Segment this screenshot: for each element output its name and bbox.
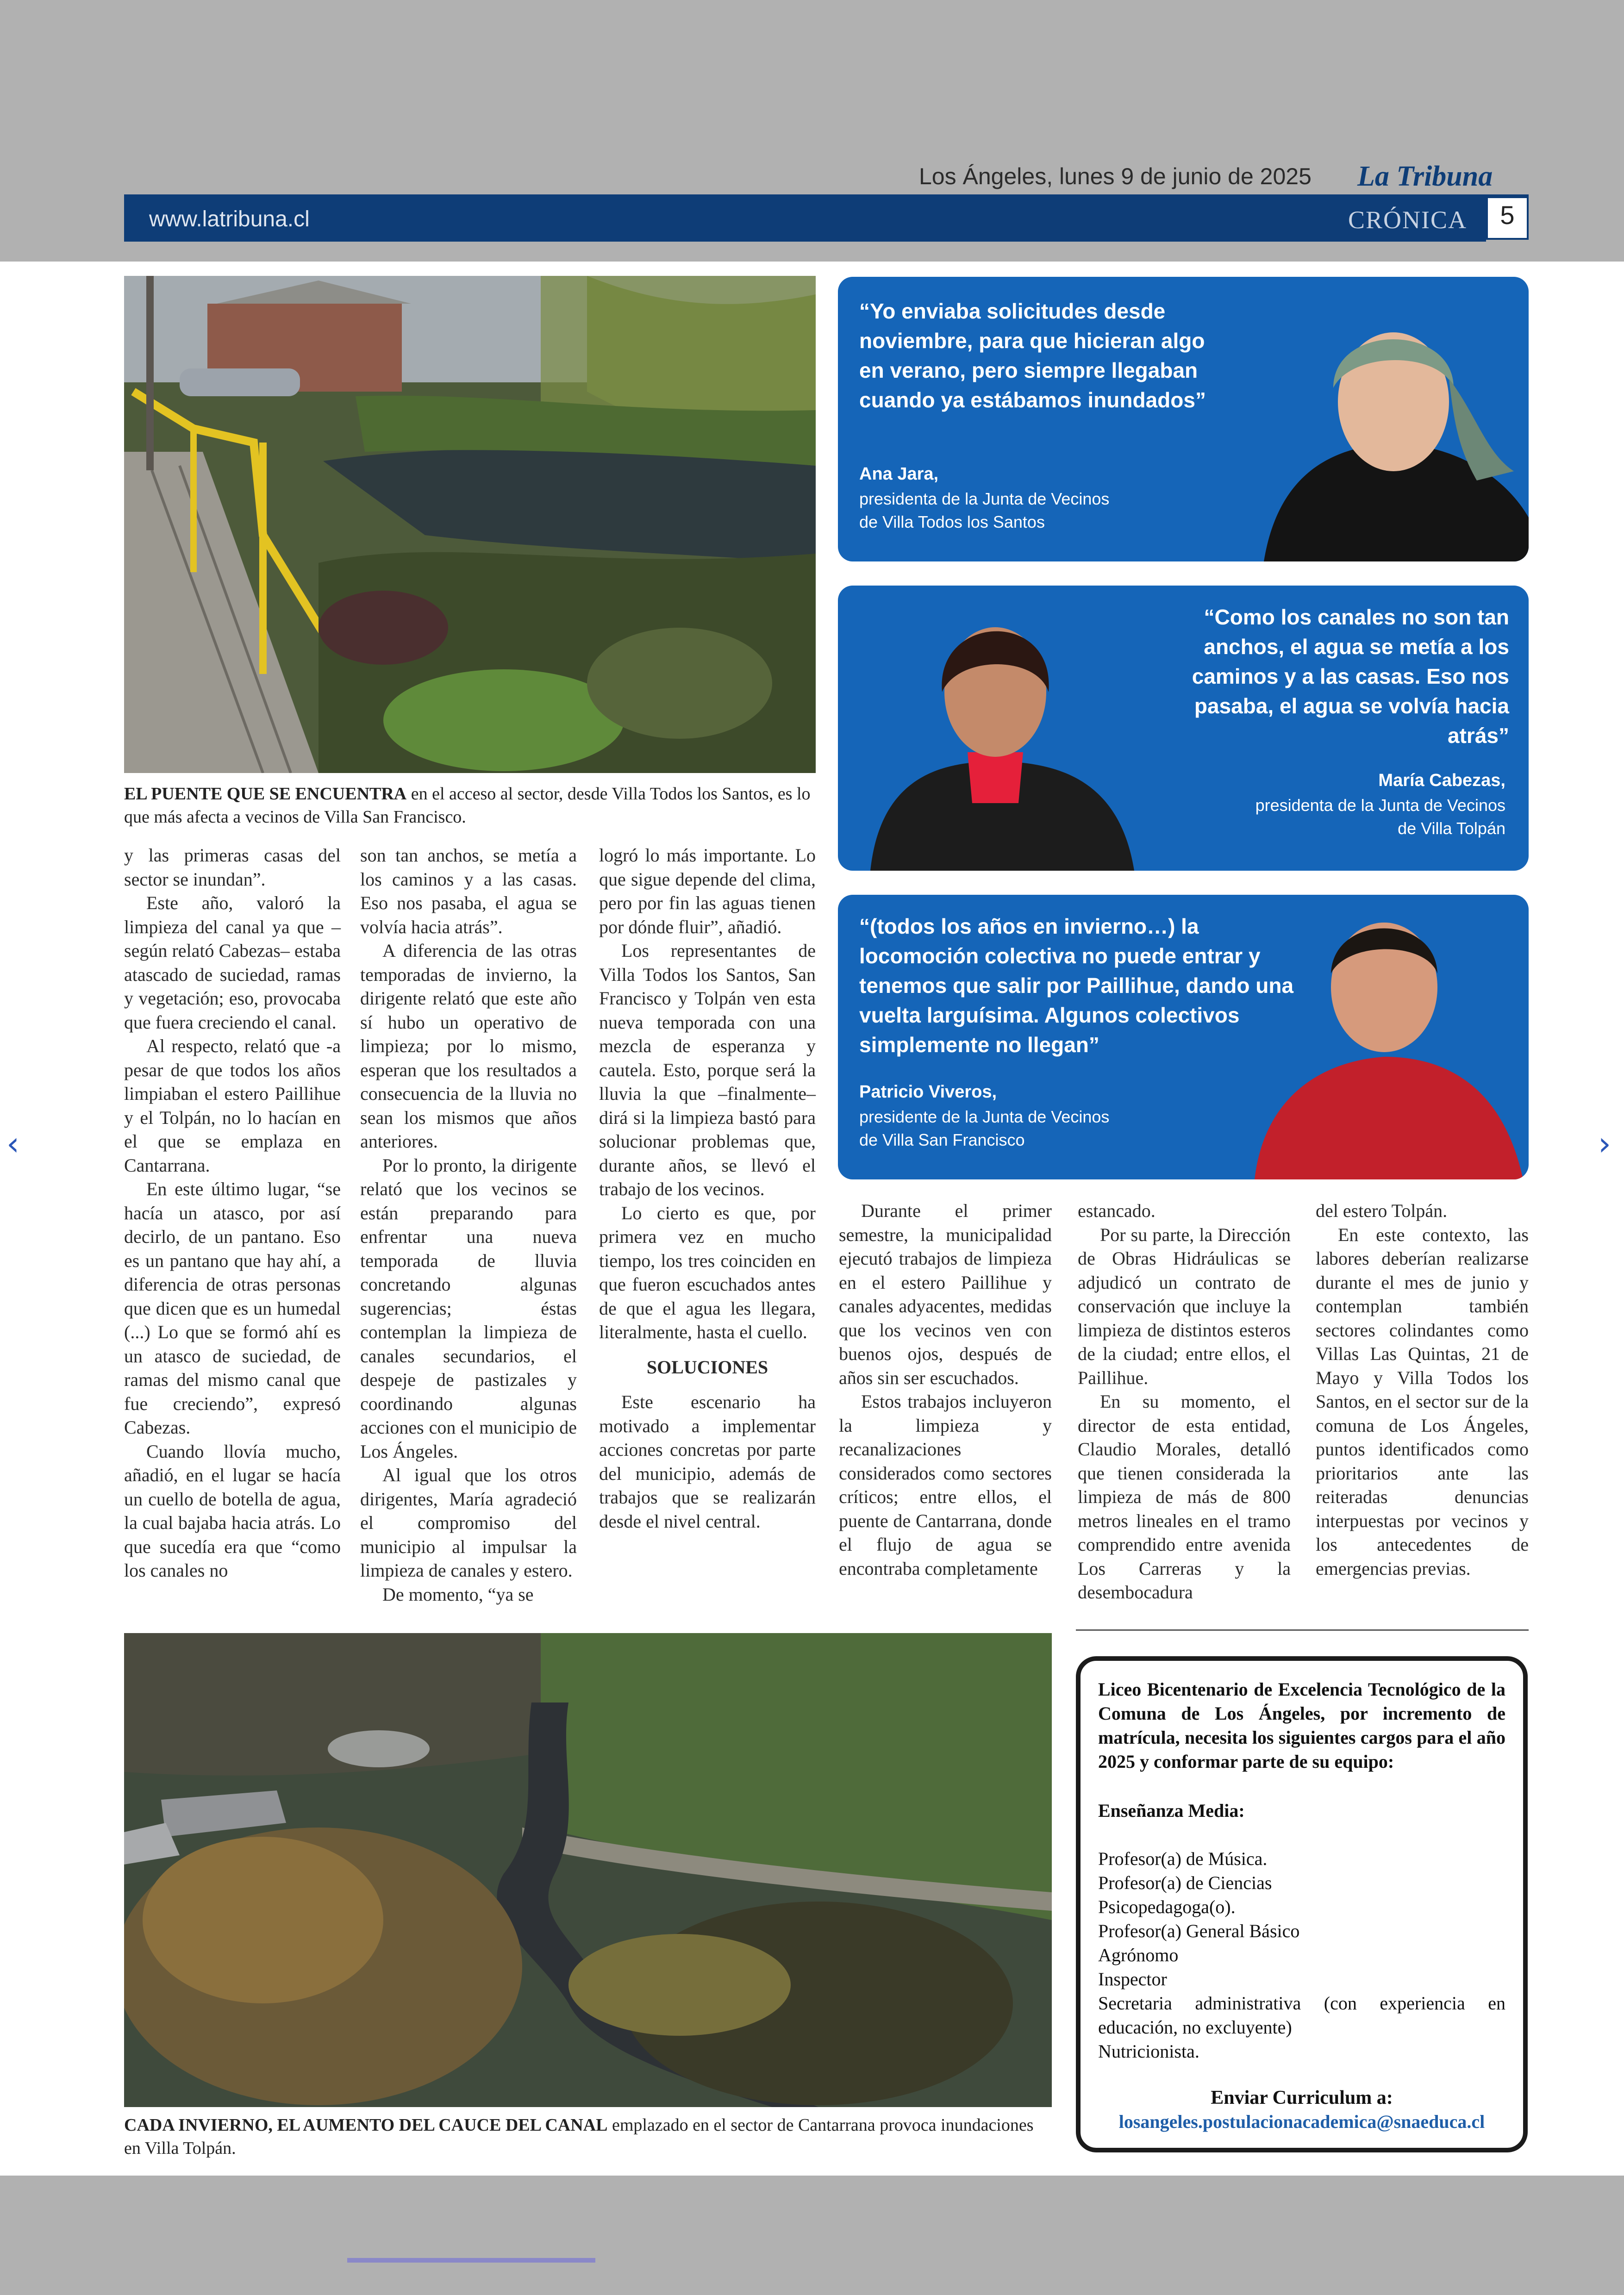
- article-column-6: [1316, 1199, 1529, 1580]
- quote-role-line1: presidenta de la Junta de Vecinos: [859, 489, 1110, 508]
- section-bar: [124, 196, 1486, 242]
- paragraph: De momento, “ya se: [382, 1584, 534, 1605]
- paragraph: En su momento, el director de esta entidad, Claudio Morales, detalló que tienen considerada la limpieza de más de 800 metros lineales en el tramo comprendido entre avenida Los Carreras y la desembocadura: [1078, 1391, 1291, 1603]
- quote-text: “Como los canales no son tan anchos, el agua se metía a los caminos y a las casas. Eso nos pasaba, el agua se volvía hacia atrás”: [1192, 605, 1509, 748]
- quote-card-maria-cabezas: [838, 586, 1529, 871]
- paragraph: Al igual que los otros dirigentes, María agradeció el compromiso del municipio al impulsar la limpieza de canales y estero.: [360, 1465, 577, 1581]
- paragraph: Este escenario ha motivado a implementar acciones concretas por parte del municipio, además de trabajos que se realizarán desde el nivel central.: [599, 1391, 816, 1532]
- paragraph: Durante el primer semestre, la municipalidad ejecutó trabajos de limpieza en el estero Paillihue y canales adyacentes, medidas que los vecinos ven con buenos ojos, después de años sin ser escuchados.: [839, 1200, 1052, 1388]
- portrait-maria-cabezas: [852, 586, 1148, 871]
- quote-name: Ana Jara,: [859, 464, 939, 484]
- quote-card-patricio-viveros: [838, 895, 1529, 1179]
- photo1-caption-text: en el acceso al sector, desde Villa Todos los Santos, es lo que más afecta a vecinos de Villa San Francisco.: [124, 784, 811, 827]
- article-column-3: [599, 843, 816, 1533]
- article-column-2: [360, 843, 577, 1606]
- aerial-canal-photo: [124, 1633, 1052, 2107]
- ad-position: Profesor(a) de Música.: [1098, 1848, 1268, 1869]
- paragraph: estancado.: [1078, 1200, 1156, 1221]
- paragraph: Lo cierto es que, por primera vez en mucho tiempo, los tres coinciden en que fueron escuchados antes de que el agua les llegara, literalmente, hasta el cuello.: [599, 1202, 816, 1342]
- previous-page-arrow-icon[interactable]: ‹: [6, 1125, 19, 1163]
- paragraph: Por lo pronto, la dirigente relató que los vecinos se están preparando para enfrentar una nueva temporada de lluvia concretando algunas sugerencias; éstas contemplan la limpieza de canales secundarios, el despeje de pastizales y coordinando algunas acciones con el municipio de Los Ángeles.: [360, 1154, 577, 1462]
- paragraph: En este último lugar, “se hacía un atasco, por así decirlo, de un pantano. Eso es un pantano que hay ahí, a diferencia de otras personas que dicen que es un humedal (...) Lo que se formó ahí es un atasco de suciedad, de ramas del mismo canal que fue creciendo”, expresó Cabezas.: [124, 1179, 341, 1438]
- article-column-1: [124, 843, 341, 1583]
- quote-role-line1: presidente de la Junta de Vecinos: [859, 1107, 1110, 1126]
- ad-positions-list: [1098, 1847, 1505, 2064]
- photo2-caption: [124, 2114, 1052, 2160]
- quote-name: Patricio Viveros,: [859, 1082, 997, 1102]
- site-url: www.latribuna.cl: [149, 207, 310, 231]
- ad-heading: Liceo Bicentenario de Excelencia Tecnológico de la Comuna de Los Ángeles, por incremento de matrícula, necesita los siguientes cargos para el año 2025 y conformar parte de su equipo:: [1098, 1679, 1505, 1772]
- ad-cta: Enviar Curriculum a:: [1211, 2087, 1393, 2108]
- ad-position: Inspector: [1098, 1969, 1167, 1989]
- paragraph: Cuando llovía mucho, añadió, en el lugar se hacía un cuello de botella de agua, la cual bajaba hacia atrás. Lo que sucedía era que “como los canales no: [124, 1441, 341, 1581]
- paragraph: A diferencia de las otras temporadas de invierno, la dirigente relató que este año sí hubo un operativo de limpieza; por lo mismo, esperan que los resultados a consecuencia de la lluvia no sean los mismos que años anteriores.: [360, 940, 577, 1152]
- bridge-creek-photo: [124, 276, 816, 773]
- ad-position: Profesor(a) General Básico: [1098, 1921, 1300, 1941]
- paragraph: son tan anchos, se metía a los caminos y a las casas. Eso nos pasaba, el agua se volvía hacia atrás”.: [360, 845, 577, 937]
- photo1-caption: [124, 782, 816, 829]
- quote-card-ana-jara: [838, 277, 1529, 561]
- paragraph: Estos trabajos incluyeron la limpieza y recanalizaciones considerados como sectores críticos; entre ellos, el puente de Cantarrana, donde el flujo de agua se encontraba completamente: [839, 1391, 1052, 1579]
- ad-subheading: Enseñanza Media:: [1098, 1800, 1245, 1821]
- ad-position: Psicopedagoga(o).: [1098, 1896, 1236, 1917]
- quote-role-line2: de Villa San Francisco: [859, 1130, 1025, 1149]
- paragraph: En este contexto, las labores deberían realizarse durante el mes de junio y contemplan también sectores colindantes como Villas Las Quintas, 21 de Mayo y Villa Todos los Santos, en el sector sur de la comuna de Los Ángeles, puntos identificados como prioritarios ante las reiteradas denuncias interpuestas por vecinos y los antecedentes de emergencias previas.: [1316, 1224, 1529, 1579]
- photo1-caption-lead: EL PUENTE QUE SE ENCUENTRA: [124, 784, 407, 804]
- page-scroll-indicator[interactable]: [347, 2258, 595, 2263]
- quote-role-line2: de Villa Todos los Santos: [859, 512, 1045, 531]
- ad-separator-rule: [1076, 1629, 1529, 1631]
- paragraph: y las primeras casas del sector se inundan”.: [124, 845, 341, 890]
- next-page-arrow-icon[interactable]: ›: [1598, 1125, 1611, 1163]
- portrait-ana-jara: [1236, 295, 1529, 561]
- section-subhead: SOLUCIONES: [646, 1356, 768, 1378]
- photo2-caption-lead: CADA INVIERNO, EL AUMENTO DEL CAUCE DEL CANAL: [124, 2115, 608, 2135]
- article-column-5: [1078, 1199, 1291, 1604]
- paragraph: Este año, valoró la limpieza del canal ya que –según relató Cabezas– estaba atascado de suciedad, ramas y vegetación; eso, provocaba que fuera creciendo el canal.: [124, 892, 341, 1033]
- portrait-patricio-viveros: [1245, 895, 1529, 1179]
- photo2-caption-text: emplazado en el sector de Cantarrana provoca inundaciones en Villa Tolpán.: [124, 2115, 1034, 2158]
- section-name: CRÓNICA: [1348, 206, 1468, 234]
- quote-text: “(todos los años en invierno…) la locomoción colectiva no puede entrar y tenemos que salir por Paillihue, dando una vuelta larguísima. Algunos colectivos simplemente no llegan”: [859, 914, 1294, 1057]
- dateline: Los Ángeles, lunes 9 de junio de 2025: [919, 163, 1312, 189]
- job-advertisement: [1076, 1656, 1528, 2152]
- ad-position: Secretaria administrativa (con experiencia en educación, no excluyente): [1098, 1993, 1505, 2038]
- article-column-4: [839, 1199, 1052, 1580]
- viewer-bottom-margin: [0, 2176, 1624, 2295]
- ad-position: Agrónomo: [1098, 1945, 1179, 1965]
- quote-role-line2: de Villa Tolpán: [1398, 819, 1505, 838]
- quote-name: María Cabezas,: [1378, 771, 1505, 790]
- quote-role-line1: presidenta de la Junta de Vecinos: [1255, 796, 1505, 815]
- ad-email-link[interactable]: losangeles.postulacionacademica@snaeduca.cl: [1118, 2111, 1485, 2132]
- paragraph: Los representantes de Villa Todos los Santos, San Francisco y Tolpán ven esta nueva temporada con una mezcla de esperanza y cautela. Esto, porque será la lluvia la que –finalmente– dirá si la limpieza bastó para solucionar problemas que, durante años, se llevó el trabajo de los vecinos.: [599, 940, 816, 1199]
- paragraph: Por su parte, la Dirección de Obras Hidráulicas se adjudicó un contrato de conservación que incluye la limpieza de distintos esteros de la ciudad; entre ellos, el Paillihue.: [1078, 1224, 1291, 1388]
- page-number: 5: [1500, 200, 1515, 230]
- paragraph: Al respecto, relató que -a pesar de que todos los años limpiaban el estero Paillihue y el Tolpán, no lo hacían en el que se emplaza en Cantarrana.: [124, 1035, 341, 1176]
- paragraph: logró lo más importante. Lo que sigue depende del clima, pero por fin las aguas tienen por dónde fluir”, añadió.: [599, 845, 816, 937]
- ad-position: Profesor(a) de Ciencias: [1098, 1872, 1272, 1893]
- paragraph: del estero Tolpán.: [1316, 1200, 1448, 1221]
- newspaper-logo: La Tribuna: [1357, 161, 1493, 192]
- ad-position: Nutricionista.: [1098, 2041, 1199, 2062]
- quote-text: “Yo enviaba solicitudes desde noviembre, para que hicieran algo en verano, pero siempre llegaban cuando ya estábamos inundados”: [859, 299, 1206, 412]
